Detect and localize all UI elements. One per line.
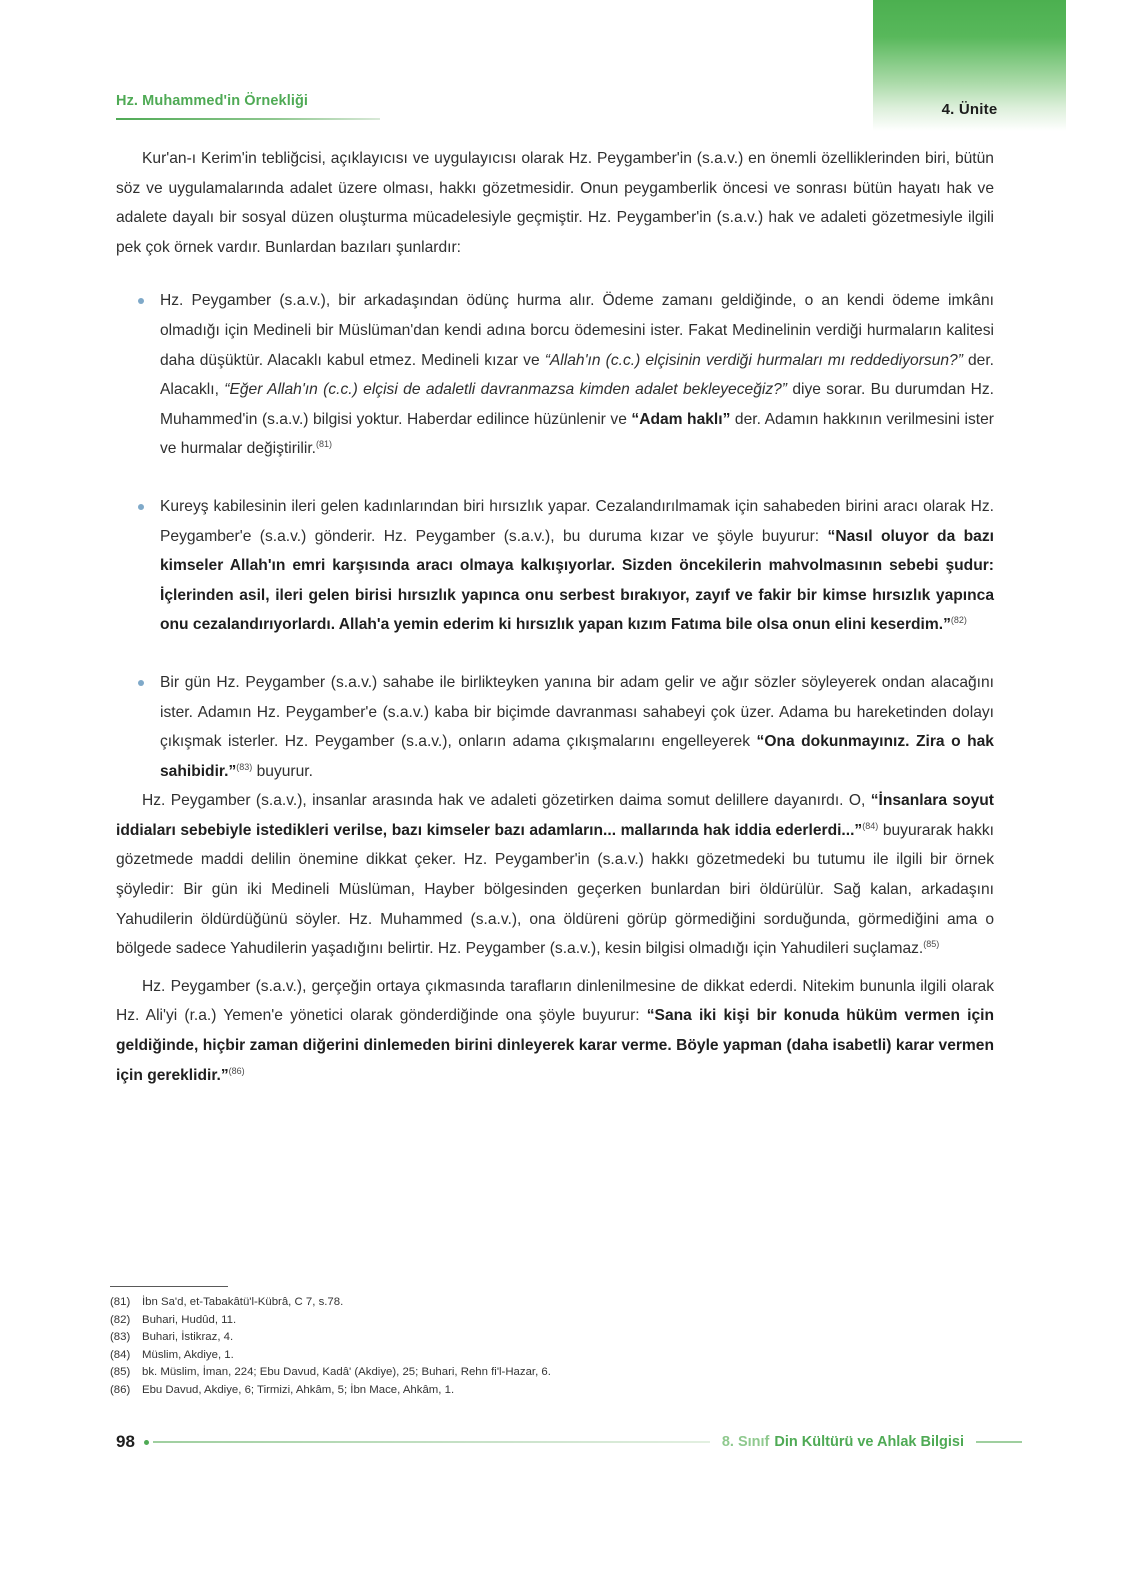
footnote-item xyxy=(110,1329,810,1347)
bullet-dot-icon xyxy=(138,504,144,510)
footnote-number: (85) xyxy=(110,1366,131,1379)
footnote-item xyxy=(110,1294,810,1312)
para-2-bold-quote: “Sana iki kişi bir konuda hüküm vermen için geldiğinde, hiçbir zaman diğerini dinlemeden birini dinleyerek karar verme. Böyle yapman (daha isabetli) karar vermen için gereklidir.” xyxy=(116,1007,994,1084)
para-1-text-part-1: Hz. Peygamber (s.a.v.), insanlar arasında hak ve adaleti gözetirken daima somut delillere dayanırdı. O, xyxy=(142,792,871,810)
footnote-ref-85: (85) xyxy=(923,939,940,950)
bullet-1-quote-2: “Eğer Allah'ın (c.c.) elçisi de adaletli davranmazsa kimden adalet bekleyeceğiz?” xyxy=(224,381,787,399)
footnote-text: Buhari, Hudûd, 11. xyxy=(142,1313,237,1326)
bullet-2-text-part-1: Kureyş kabilesinin ileri gelen kadınlarından biri hırsızlık yapar. Cezalandırılmamak için sahabeden birini aracı olarak Hz. Peygamber'e (s.a.v.) gönderir. Hz. Peygamber (s.a.v.), bu duruma kızar ve şöyle buyurur: xyxy=(160,497,994,545)
footnote-ref-83: (83) xyxy=(236,761,253,772)
footnote-number: (86) xyxy=(110,1383,131,1396)
footnote-text: Ebu Davud, Akdiye, 6; Tirmizi, Ahkâm, 5; İbn Mace, Ahkâm, 1. xyxy=(142,1383,455,1396)
para-1-text-part-2: buyurarak hakkı gözetmede maddi delilin önemine dikkat çeker. Hz. Peygamber'in (s.a.v.) hakkı gözetmedeki bu tutumu ile ilgili bir örnek şöyledir: Bir gün iki Medineli Müslüman, Hayber bölgesinden geçerken bunlardan biri öldürülür. Sağ kalan, arkadaşını Yahudilerin öldürdüğünü söyler. Hz. Muhammed (s.a.v.), ona öldüreni görüp görmediğini sorduğunda, görmediğini ama o bölgede sadece Yahudilerin yaşadığını belirtir. Hz. Peygamber (s.a.v.), kesin bilgisi olmadığı için Yahudileri suçlamaz. xyxy=(116,821,995,958)
intro-paragraph: Kur'an-ı Kerim'in tebliğcisi, açıklayıcısı ve uygulayıcısı olarak Hz. Peygamber'in (s.a.v.) en önemli özelliklerinden biri, bütün söz ve uygulamalarında adalet üzere olması, hakkı gözetmesidir. Onun peygamberlik öncesi ve sonrası bütün hayatı hak ve adalete dayalı bir sosyal düzen oluşturma mücadelesiyle geçmiştir. Hz. Peygamber'in (s.a.v.) hak ve adaleti gözetmesiyle ilgili pek çok örnek vardır. Bunlardan bazıları şunlardır: xyxy=(116,150,994,256)
footnote-item xyxy=(110,1347,810,1365)
para-1-bold-quote: “İnsanlara soyut iddiaları sebebiyle istedikleri verilse, bazı kimseler bazı adamların... mallarında hak iddia ederlerdi...” xyxy=(116,792,994,839)
bullet-1-text-part-1: Hz. Peygamber (s.a.v.), bir arkadaşından ödünç hurma alır. Ödeme zamanı geldiğinde, o an kendi ödeme imkânı olmadığı için Medineli bir Müslüman'dan kendi adına borcu ödemesini ister. Fakat Medinelinin verdiği hurmaların kalitesi daha düşüktür. Alacaklı kabul etmez. Medineli kızar ve xyxy=(160,292,994,369)
footnotes-divider xyxy=(110,1286,228,1287)
bullet-dot-icon xyxy=(138,298,144,304)
footnote-number: (83) xyxy=(110,1331,131,1344)
footer-dot-icon xyxy=(144,1440,149,1445)
list-item xyxy=(116,286,994,464)
examples-list xyxy=(116,286,994,786)
bullet-3-bold-quote: “Ona dokunmayınız. Zira o hak sahibidir.” xyxy=(160,733,994,780)
footer-book-title: Din Kültürü ve Ahlak Bilgisi xyxy=(774,1434,964,1450)
footnote-number: (82) xyxy=(110,1313,131,1326)
unit-label: 4. Ünite xyxy=(941,101,998,118)
footnote-number: (84) xyxy=(110,1348,131,1361)
footer-grade-label: 8. Sınıf xyxy=(721,1434,770,1450)
footnote-item xyxy=(110,1382,810,1400)
footnote-item xyxy=(110,1312,810,1330)
paragraph-listening xyxy=(116,972,994,1090)
footnote-text: bk. Müslim, İman, 224; Ebu Davud, Kadâ' (Akdiye), 25; Buhari, Rehn fi'l-Hazar, 6. xyxy=(142,1366,551,1379)
footer-rule-right xyxy=(976,1441,1022,1443)
bullet-3-text-part-1: Bir gün Hz. Peygamber (s.a.v.) sahabe ile birlikteyken yanına bir adam gelir ve ağır sözler söyleyerek ondan alacağını ister. Adamın Hz. Peygamber'e (s.a.v.) kaba bir biçimde davranması sahabeyi çok üzer. Adama bu hareketinden dolayı çıkışmak isterler. Hz. Peygamber (s.a.v.), onların adama çıkışmalarını engelleyerek xyxy=(160,673,994,751)
bullet-2-bold-quote: “Nasıl oluyor da bazı kimseler Allah'ın emri karşısında aracı olmaya kalkışıyorlar. Sizden öncekilerin mahvolmasının sebebi şudur: İçlerinden asil, ileri gelen birisi hırsızlık yapınca onu serbest bırakıyor, zayıf ve fakir bir kimse hırsızlık yapınca onu cezalandırıyorlardı. Allah'a yemin ederim ki hırsızlık yapan kızım Fatıma bile olsa onun elini keserdim.” xyxy=(160,527,994,634)
list-item xyxy=(116,668,994,786)
page-footer xyxy=(116,1427,1022,1457)
bullet-1-text-part-2: der. Alacaklı, xyxy=(160,351,995,399)
footnote-number: (81) xyxy=(110,1296,131,1308)
para-2-text-part-1: Hz. Peygamber (s.a.v.), gerçeğin ortaya çıkmasında tarafların dinlenilmesine de dikkat ederdi. Nitekim bununla ilgili olarak Hz. Ali'yi (r.a.) Yemen'e yönetici olarak gönderdiğinde ona şöyle buyurur: xyxy=(116,977,994,1025)
footnote-text: İbn Sa'd, et-Tabakâtü'l-Kübrâ, C 7, s.78. xyxy=(142,1296,344,1308)
running-header-rule xyxy=(116,118,380,120)
bullet-3-text-part-2: buyurur. xyxy=(252,762,313,780)
running-header-title: Hz. Muhammed'in Örnekliği xyxy=(116,93,309,109)
list-item xyxy=(116,492,994,640)
bullet-1-text-part-4: der. Adamın hakkının verilmesini ister ve hurmalar değiştirilir. xyxy=(160,410,994,458)
footnote-ref-84: (84) xyxy=(862,820,879,831)
footnote-ref-82: (82) xyxy=(950,615,967,626)
footnotes-block xyxy=(110,1286,810,1400)
footnote-ref-81: (81) xyxy=(316,439,333,450)
bullet-1-quote-1: “Allah'ın (c.c.) elçisinin verdiği hurmaları mı reddediyorsun?” xyxy=(544,351,963,369)
page-content xyxy=(116,144,994,1090)
footer-rule-left xyxy=(153,1441,710,1443)
bullet-dot-icon xyxy=(138,680,144,686)
footnote-item xyxy=(110,1364,810,1382)
page-number: 98 xyxy=(116,1432,135,1451)
footnote-ref-86: (86) xyxy=(228,1065,245,1076)
paragraph-evidence xyxy=(116,786,994,964)
bullet-1-bold-quote: “Adam haklı” xyxy=(631,410,731,428)
footnote-text: Buhari, İstikraz, 4. xyxy=(142,1331,234,1344)
bullet-1-text-part-3: diye sorar. Bu durumdan Hz. Muhammed'in (s.a.v.) bilgisi yoktur. Haberdar edilince hüzünlenir ve xyxy=(160,381,994,428)
footnote-text: Müslim, Akdiye, 1. xyxy=(142,1348,234,1361)
